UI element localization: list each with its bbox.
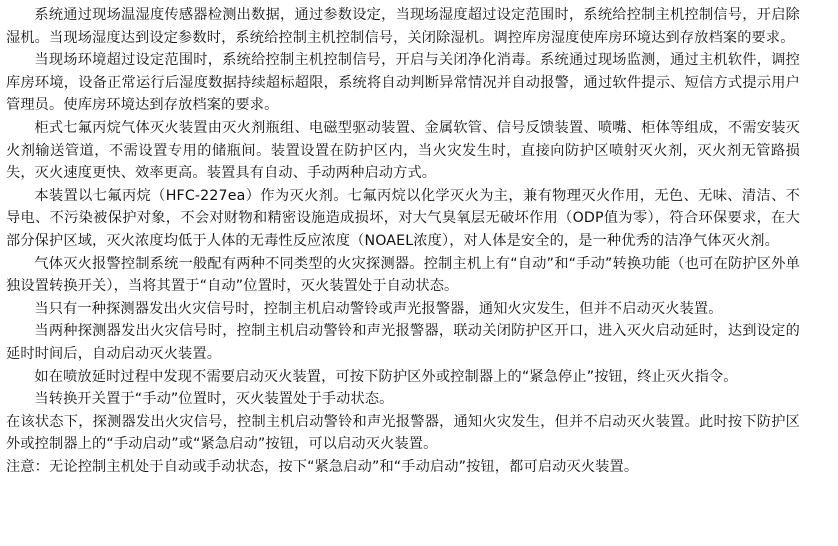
paragraph-emergency-stop: 如在喷放延时过程中发现不需要启动灭火装置，可按下防护区外或控制器上的“紧急停止”按钮，终止灭火指令。 (34, 368, 738, 385)
paragraph-hfc227ea-agent: 本装置以七氟丙烷（HFC-227ea）作为灭火剂。七氟丙烷以化学灭火为主，兼有物理灭火作用，无色、无味、清洁、不导电、不污染被保护对象，不会对财物和精密设施造成损坏，对大气臭氧层无破坏作用（ODP值为零），符合环保要求，在大部分保护区域，灭火浓度均低于人体的无毒性反应浓度（NOAEL浓度），对人体是安全的，是一种优秀的洁净气体灭火剂。 (6, 187, 800, 249)
paragraph-manual-mode: 当转换开关置于“手动”位置时，灭火装置处于手动状态。 (34, 391, 394, 408)
paragraph-manual-state: 在该状态下，探测器发出火灾信号，控制主机启动警铃和声光报警器，通知火灾发生，但并不启动灭火装置。此时按下防护区外或控制器上的“手动启动”或“紧急启动”按钮，可以启动灭火装置。 (6, 413, 800, 453)
paragraph-purification-alarm: 当现场环境超过设定范围时，系统给控制主机控制信号，开启与关闭净化消毒。系统通过现场监测，通过主机软件，调控库房环境，设备正常运行后湿度数据持续超标超限，系统将自动判断异常情况并自动报警，通过软件提示、短信方式提示用户管理员。使库房环境达到存放档案的要求。 (6, 52, 800, 114)
paragraph-note: 注意：无论控制主机处于自动或手动状态，按下“紧急启动”和“手动启动”按钮，都可启动灭火装置。 (6, 458, 639, 475)
paragraph-single-detector: 当只有一种探测器发出火灾信号时，控制主机启动警铃或声光报警器，通知火灾发生，但并不启动灭火装置。 (34, 300, 723, 317)
paragraph-dual-detector: 当两种探测器发出火灾信号时，控制主机启动警铃和声光报警器，联动关闭防护区开口，进入灭火启动延时，达到设定的延时时间后，自动启动灭火装置。 (6, 323, 800, 362)
paragraph-alarm-control-system: 气体灭火报警控制系统一般配有两种不同类型的火灾探测器。控制主机上有“自动”和“手动”转换功能（也可在防护区外单独设置转换开关），当将其置于“自动”位置时，灭火装置处于自动状态。 (6, 255, 800, 295)
paragraph-humidity-control: 系统通过现场温湿度传感器检测出数据，通过参数设定，当现场湿度超过设定范围时，系统给控制主机控制信号，开启除湿机。当现场湿度达到设定参数时，系统给控制主机控制信号，关闭除湿机。调控库房湿度使库房环境达到存放档案的要求。 (6, 7, 800, 46)
paragraph-cabinet-extinguisher: 柜式七氟丙烷气体灭火装置由灭火剂瓶组、电磁型驱动装置、金属软管、信号反馈装置、喷嘴、柜体等组成，不需安装灭火剂输送管道，不需设置专用的储瓶间。装置设置在防护区内，当火灾发生时，直接向防护区喷射灭火剂，灭火剂无管路损失，灭火速度更快、效率更高。装置具有自动、手动两种启动方式。 (6, 119, 800, 182)
